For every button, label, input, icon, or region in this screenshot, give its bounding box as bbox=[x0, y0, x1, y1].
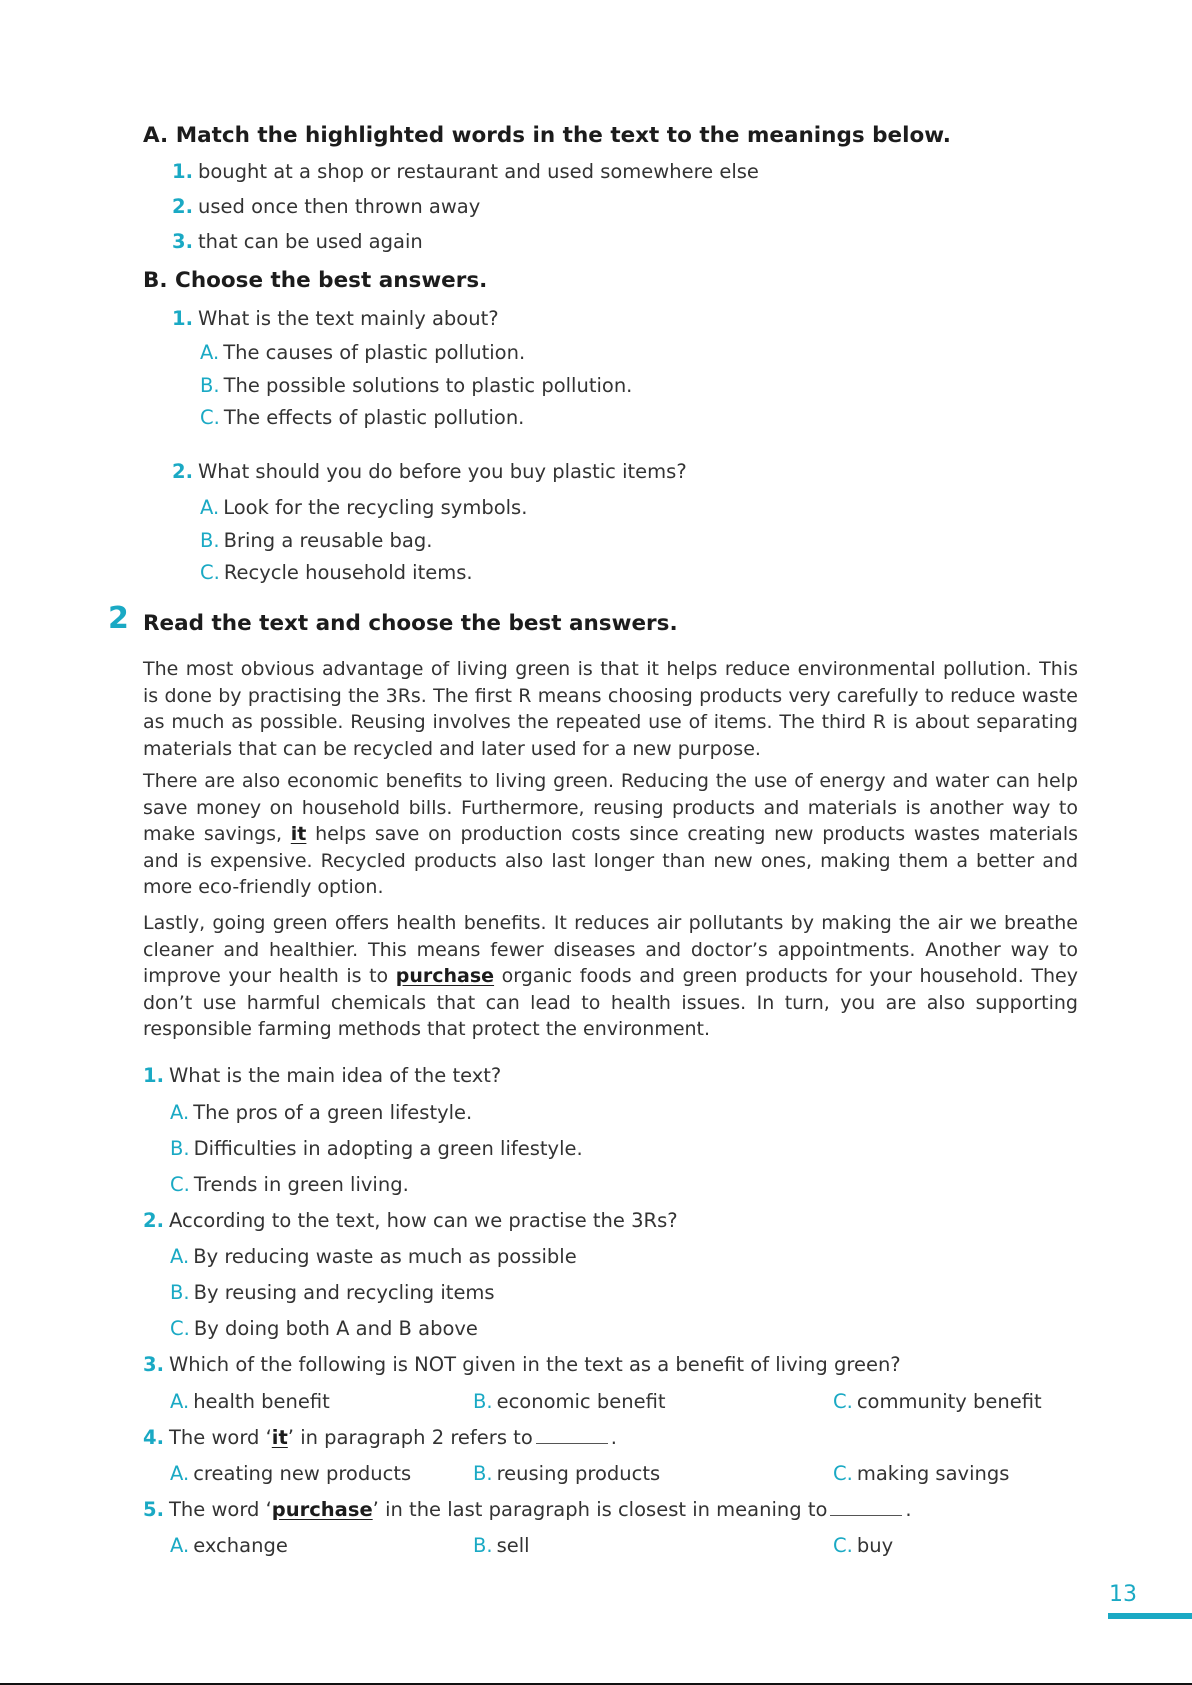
option-letter: A. bbox=[170, 1101, 190, 1124]
question-text: According to the text, how can we practise the 3Rs? bbox=[168, 1209, 678, 1232]
item-number: 3. bbox=[172, 230, 193, 253]
option-letter: B. bbox=[473, 1534, 493, 1557]
answer-option[interactable] bbox=[200, 341, 525, 364]
option-text: economic benefit bbox=[496, 1390, 666, 1413]
option-text: creating new products bbox=[193, 1462, 412, 1485]
option-letter: C. bbox=[833, 1534, 853, 1557]
answer-option[interactable] bbox=[473, 1462, 660, 1485]
option-text: sell bbox=[496, 1534, 530, 1557]
item-number: 2. bbox=[172, 195, 193, 218]
answer-option[interactable] bbox=[200, 374, 632, 397]
item-text: used once then thrown away bbox=[197, 195, 481, 218]
option-text: buy bbox=[856, 1534, 894, 1557]
option-letter: C. bbox=[170, 1317, 190, 1340]
option-text: Recycle household items. bbox=[223, 561, 473, 584]
question-text: ’ in the last paragraph is closest in meaning to bbox=[372, 1498, 828, 1521]
paragraph-text: The most obvious advantage of living green is that it helps reduce environmental pollution. This is done by practising the 3Rs. The first R means choosing products very carefully to reduce waste as much as possible. Reusing involves the repeated use of items. The third R is about separating materials that can be recycled and later used for a new purpose. bbox=[143, 658, 1078, 760]
answer-option[interactable] bbox=[170, 1137, 583, 1160]
option-letter: A. bbox=[200, 496, 220, 519]
option-text: The effects of plastic pollution. bbox=[223, 406, 525, 429]
task-a-item-3 bbox=[172, 230, 423, 253]
paragraph-text bbox=[143, 768, 1078, 901]
option-letter: C. bbox=[833, 1390, 853, 1413]
option-text: community benefit bbox=[856, 1390, 1042, 1413]
option-text: By reusing and recycling items bbox=[193, 1281, 495, 1304]
answer-option[interactable] bbox=[170, 1173, 409, 1196]
answer-option[interactable] bbox=[200, 561, 473, 584]
option-letter: C. bbox=[200, 561, 220, 584]
text-segment: helps save on production costs since creating new products wastes materials and is expensive. Recycled products also last longer than new ones, making them a better and more eco-friendly option. bbox=[143, 823, 1078, 899]
task-b-question-1 bbox=[172, 307, 499, 330]
question-text: What is the text mainly about? bbox=[197, 307, 499, 330]
question-number: 5. bbox=[143, 1498, 164, 1521]
option-letter: C. bbox=[200, 406, 220, 429]
answer-blank bbox=[830, 1514, 902, 1516]
option-letter: B. bbox=[473, 1462, 493, 1485]
option-letter: A. bbox=[200, 341, 220, 364]
option-text: making savings bbox=[856, 1462, 1010, 1485]
highlighted-word: purchase bbox=[395, 965, 495, 988]
option-letter: B. bbox=[473, 1390, 493, 1413]
page-number-bar bbox=[1108, 1613, 1192, 1619]
answer-option[interactable] bbox=[170, 1534, 288, 1557]
question-1 bbox=[143, 1064, 501, 1087]
task-b-question-2 bbox=[172, 460, 687, 483]
answer-option[interactable] bbox=[170, 1101, 472, 1124]
option-text: The causes of plastic pollution. bbox=[223, 341, 526, 364]
option-text: Bring a reusable bag. bbox=[223, 529, 433, 552]
item-text: bought at a shop or restaurant and used somewhere else bbox=[197, 160, 759, 183]
question-number: 3. bbox=[143, 1353, 164, 1376]
option-letter: A. bbox=[170, 1245, 190, 1268]
option-text: Difficulties in adopting a green lifestyle. bbox=[193, 1137, 583, 1160]
question-text: Which of the following is NOT given in the text as a benefit of living green? bbox=[168, 1353, 901, 1376]
question-3 bbox=[143, 1353, 901, 1376]
question-number: 1. bbox=[143, 1064, 164, 1087]
answer-option[interactable] bbox=[170, 1245, 577, 1268]
option-letter: B. bbox=[170, 1281, 190, 1304]
text-segment: Lastly, going green offers health benefits. It reduces air pollutants by making the air we breathe cleaner and healthier. This means fewer diseases and doctor’s appointments. Another way to improve your health is to bbox=[143, 912, 1078, 988]
question-text: ’ in paragraph 2 refers to bbox=[287, 1426, 533, 1449]
answer-option[interactable] bbox=[200, 496, 527, 519]
option-letter: B. bbox=[170, 1137, 190, 1160]
highlighted-word: it bbox=[271, 1426, 288, 1449]
answer-option[interactable] bbox=[170, 1281, 495, 1304]
option-text: Look for the recycling symbols. bbox=[223, 496, 528, 519]
answer-blank bbox=[536, 1442, 608, 1444]
option-text: reusing products bbox=[496, 1462, 661, 1485]
task-a-item-2 bbox=[172, 195, 480, 218]
question-text: What should you do before you buy plastic items? bbox=[197, 460, 687, 483]
question-end: . bbox=[905, 1498, 912, 1521]
question-number: 1. bbox=[172, 307, 193, 330]
question-text: The word ‘ bbox=[168, 1426, 272, 1449]
answer-option[interactable] bbox=[170, 1462, 411, 1485]
passage-paragraph-1 bbox=[143, 656, 1078, 762]
item-text: that can be used again bbox=[197, 230, 423, 253]
answer-option[interactable] bbox=[833, 1390, 1042, 1413]
answer-option[interactable] bbox=[473, 1534, 530, 1557]
option-letter: C. bbox=[833, 1462, 853, 1485]
exercise-number: 2 bbox=[108, 601, 129, 636]
task-a-heading: A. Match the highlighted words in the text to the meanings below. bbox=[143, 123, 951, 148]
option-letter: B. bbox=[200, 374, 220, 397]
task-b-heading: B. Choose the best answers. bbox=[143, 268, 488, 293]
question-text: The word ‘ bbox=[168, 1498, 272, 1521]
text-segment: There are also economic benefits to living green. Reducing the use of energy and water can help save money on household bills. Furthermore, reusing products and materials is another way to make savings, bbox=[143, 770, 1078, 846]
option-letter: B. bbox=[200, 529, 220, 552]
option-text: The possible solutions to plastic pollution. bbox=[223, 374, 633, 397]
answer-option[interactable] bbox=[170, 1317, 478, 1340]
question-2 bbox=[143, 1209, 678, 1232]
page-number: 13 bbox=[1109, 1582, 1137, 1607]
question-number: 4. bbox=[143, 1426, 164, 1449]
answer-option[interactable] bbox=[473, 1390, 666, 1413]
option-letter: A. bbox=[170, 1534, 190, 1557]
passage-paragraph-3 bbox=[143, 910, 1078, 1043]
option-text: Trends in green living. bbox=[193, 1173, 409, 1196]
highlighted-word: it bbox=[290, 823, 307, 846]
question-text: What is the main idea of the text? bbox=[168, 1064, 502, 1087]
paragraph-text bbox=[143, 910, 1078, 1043]
answer-option[interactable] bbox=[170, 1390, 330, 1413]
answer-option[interactable] bbox=[833, 1462, 1009, 1485]
option-text: By doing both A and B above bbox=[193, 1317, 478, 1340]
question-5 bbox=[143, 1498, 912, 1521]
option-letter: A. bbox=[170, 1462, 190, 1485]
option-text: health benefit bbox=[193, 1390, 330, 1413]
option-text: The pros of a green lifestyle. bbox=[193, 1101, 473, 1124]
question-number: 2. bbox=[172, 460, 193, 483]
task-a-item-1 bbox=[172, 160, 759, 183]
question-number: 2. bbox=[143, 1209, 164, 1232]
highlighted-word: purchase bbox=[271, 1498, 373, 1521]
answer-option[interactable] bbox=[200, 406, 524, 429]
answer-option[interactable] bbox=[833, 1534, 893, 1557]
exercise-heading: Read the text and choose the best answers. bbox=[143, 611, 678, 636]
answer-option[interactable] bbox=[200, 529, 432, 552]
passage-paragraph-2 bbox=[143, 768, 1078, 901]
text-segment: organic foods and green products for your household. They don’t use harmful chemicals that can lead to health issues. In turn, you are also supporting responsible farming methods that protect the environment. bbox=[143, 965, 1078, 1041]
option-text: exchange bbox=[193, 1534, 288, 1557]
option-letter: A. bbox=[170, 1390, 190, 1413]
item-number: 1. bbox=[172, 160, 193, 183]
option-text: By reducing waste as much as possible bbox=[193, 1245, 577, 1268]
option-letter: C. bbox=[170, 1173, 190, 1196]
question-end: . bbox=[610, 1426, 617, 1449]
question-4 bbox=[143, 1426, 617, 1449]
